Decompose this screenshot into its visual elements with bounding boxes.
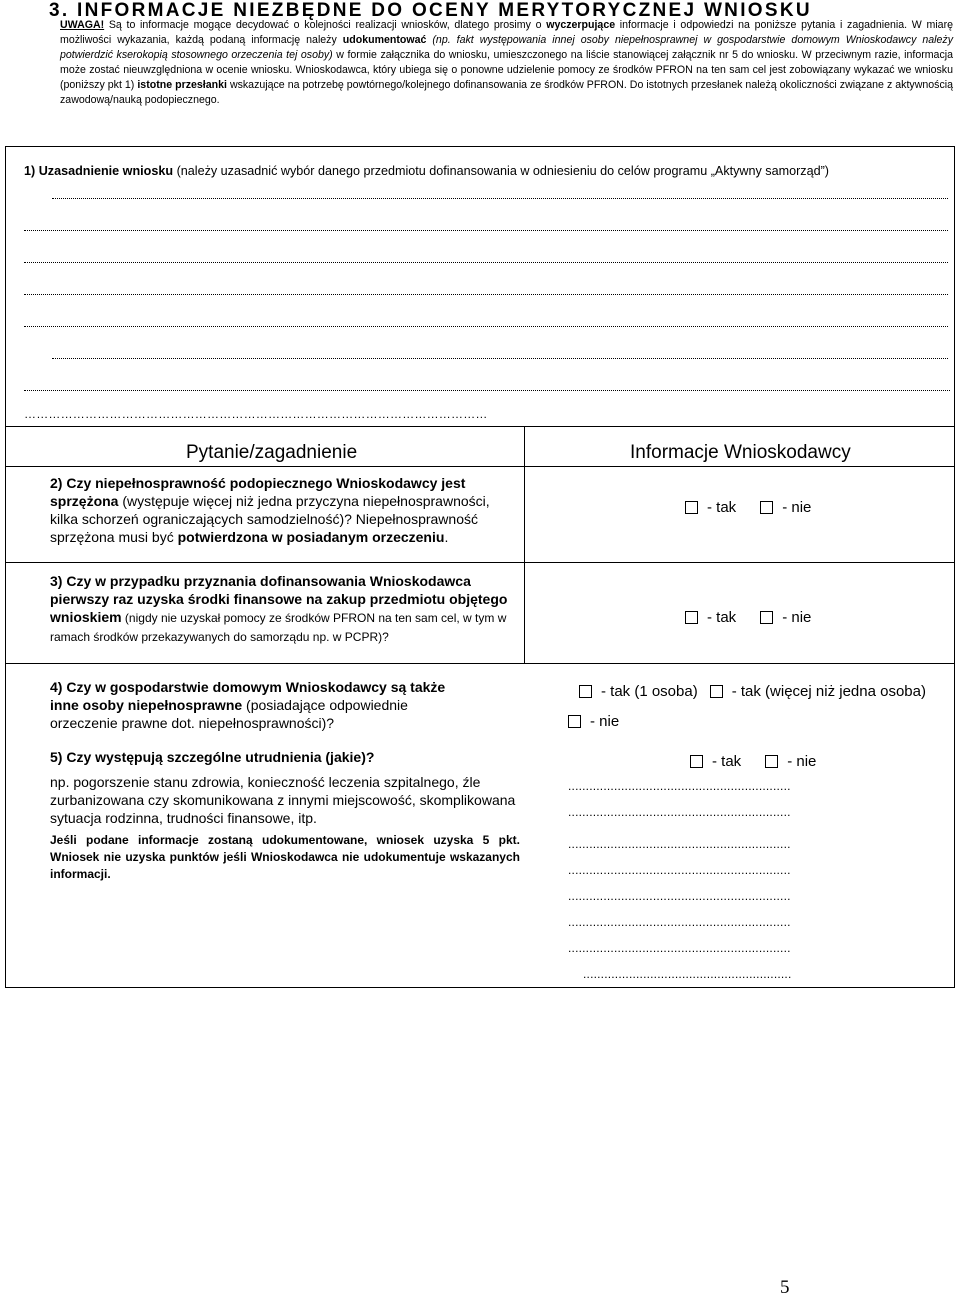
q5-answer-line-1[interactable]: ...............................................................: [568, 779, 791, 793]
q5-answer-line-5[interactable]: ...............................................................: [568, 889, 791, 903]
q2-no-checkbox[interactable]: [760, 501, 773, 514]
q2-options: - tak - nie: [685, 499, 811, 516]
q2-yes-checkbox[interactable]: [685, 501, 698, 514]
questions-table: [5, 426, 955, 988]
q5-yes-checkbox[interactable]: [690, 755, 703, 768]
q4-no-checkbox[interactable]: [568, 715, 581, 728]
justification-line-8[interactable]: ……………………………………………………………………………………………………: [24, 407, 488, 421]
justification-line-4[interactable]: [24, 294, 948, 295]
row-divider-2: [6, 562, 954, 563]
question-5-examples: np. pogorszenie stanu zdrowia, konieczność leczenia szpitalnego, źle zurbanizowana czy skomunikowana z innymi miejscowość, skomplikowana sytuacja rodzinna, trudności finansowe, itp.: [50, 774, 516, 826]
question-5-title: 5) Czy występują szczególne utrudnienia (jakie)?: [50, 749, 375, 765]
question-2: 2) Czy niepełnosprawność podopiecznego Wnioskodawcy jest sprzężona (występuje więcej niż jedna przyczyna niepełnosprawności, kilka schorzeń ograniczających samodzielność)? Niepełnosprawność sprzężona musi być potwierdzona w posiadanym orzeczeniu.: [50, 475, 490, 545]
q4-yes-one-checkbox[interactable]: [579, 685, 592, 698]
question-5-note: Jeśli podane informacje zostaną udokumentowane, wniosek uzyska 5 pkt. Wniosek nie uzyska punktów jeśli Wnioskodawca nie udokumentuje wskazanych informacji.: [50, 833, 520, 881]
justification-heading: 1) Uzasadnienie wniosku (należy uzasadnić wybór danego przedmiotu dofinansowania w odniesieniu do celów programu „Aktywny samorząd”): [24, 164, 829, 178]
q5-answer-line-4[interactable]: ...............................................................: [568, 863, 791, 877]
q5-no-checkbox[interactable]: [765, 755, 778, 768]
q3-yes-checkbox[interactable]: [685, 611, 698, 624]
column-header-answer: Informacje Wnioskodawcy: [630, 442, 851, 463]
justification-line-1[interactable]: [52, 198, 948, 199]
q4-options-row2: - nie: [568, 713, 619, 730]
header-divider: [6, 466, 954, 467]
column-divider: [524, 427, 525, 664]
q3-no-checkbox[interactable]: [760, 611, 773, 624]
question-3: 3) Czy w przypadku przyznania dofinansowania Wnioskodawca pierwszy raz uzyska środki finansowe na zakup przedmiotu objętego wnioskiem (nigdy nie uzyskał pomocy ze środków PFRON na ten sam cel, w tym w ramach środków przekazywanych do samorządu np. w PCPR)?: [50, 573, 508, 644]
q5-options: - tak - nie: [690, 753, 816, 770]
justification-line-3[interactable]: [24, 262, 948, 263]
q5-answer-line-8[interactable]: ...........................................................: [583, 967, 792, 981]
q5-answer-line-7[interactable]: ...............................................................: [568, 941, 791, 955]
justification-line-2[interactable]: [24, 230, 948, 231]
row-divider-3: [6, 663, 954, 664]
intro-paragraph: UWAGA! Są to informacje mogące decydować o kolejności realizacji wniosków, dlatego prosimy o wyczerpujące informacje i odpowiedzi na poniższe pytania i zagadnienia. W miarę możliwości wykazania, każdą podaną informację należy udokumentować (np. fakt występowania innej osoby niepełnosprawnej w gospodarstwie domowym Wnioskodawcy należy potwierdzić kserokopią stosownego orzeczenia tej osoby) w formie załącznika do wniosku, umieszczonego na liście stanowiącej załącznik nr 5 do wniosku. W przeciwnym razie, informacja może zostać nieuwzględniona w ocenie wniosku. Wnioskodawca, który ubiega się o ponowne udzielenie pomocy ze środków PFRON na ten sam cel jest zobowiązany wykazać we wniosku (poniższy pkt 1) istotne przesłanki wskazujące na potrzebę powtórnego/kolejnego dofinansowania ze środków PFRON. Do istotnych przesłanek należą okoliczności związane z aktywnością zawodową/nauką podopiecznego.: [60, 19, 953, 106]
q5-answer-line-3[interactable]: ...............................................................: [568, 837, 791, 851]
column-header-question: Pytanie/zagadnienie: [186, 442, 358, 463]
q3-options: - tak - nie: [685, 609, 811, 626]
page-number: 5: [780, 1277, 790, 1298]
warning-label: UWAGA!: [60, 19, 105, 31]
q5-answer-line-6[interactable]: ...............................................................: [568, 915, 791, 929]
section-title: 3. INFORMACJE NIEZBĘDNE DO OCENY MERYTORYCZNEJ WNIOSKU: [49, 0, 812, 21]
justification-box: [5, 146, 955, 427]
q4-options-row1: - tak (1 osoba) - tak (więcej niż jedna osoba): [579, 683, 926, 700]
question-4: 4) Czy w gospodarstwie domowym Wnioskodawcy są także inne osoby niepełnosprawne (posiadające odpowiednie orzeczenie prawne dot. niepełnosprawności)?: [50, 679, 446, 731]
justification-line-7[interactable]: [24, 390, 950, 391]
justification-line-6[interactable]: [52, 358, 948, 359]
q4-yes-more-checkbox[interactable]: [710, 685, 723, 698]
q5-answer-line-2[interactable]: ...............................................................: [568, 805, 791, 819]
justification-line-5[interactable]: [24, 326, 948, 327]
